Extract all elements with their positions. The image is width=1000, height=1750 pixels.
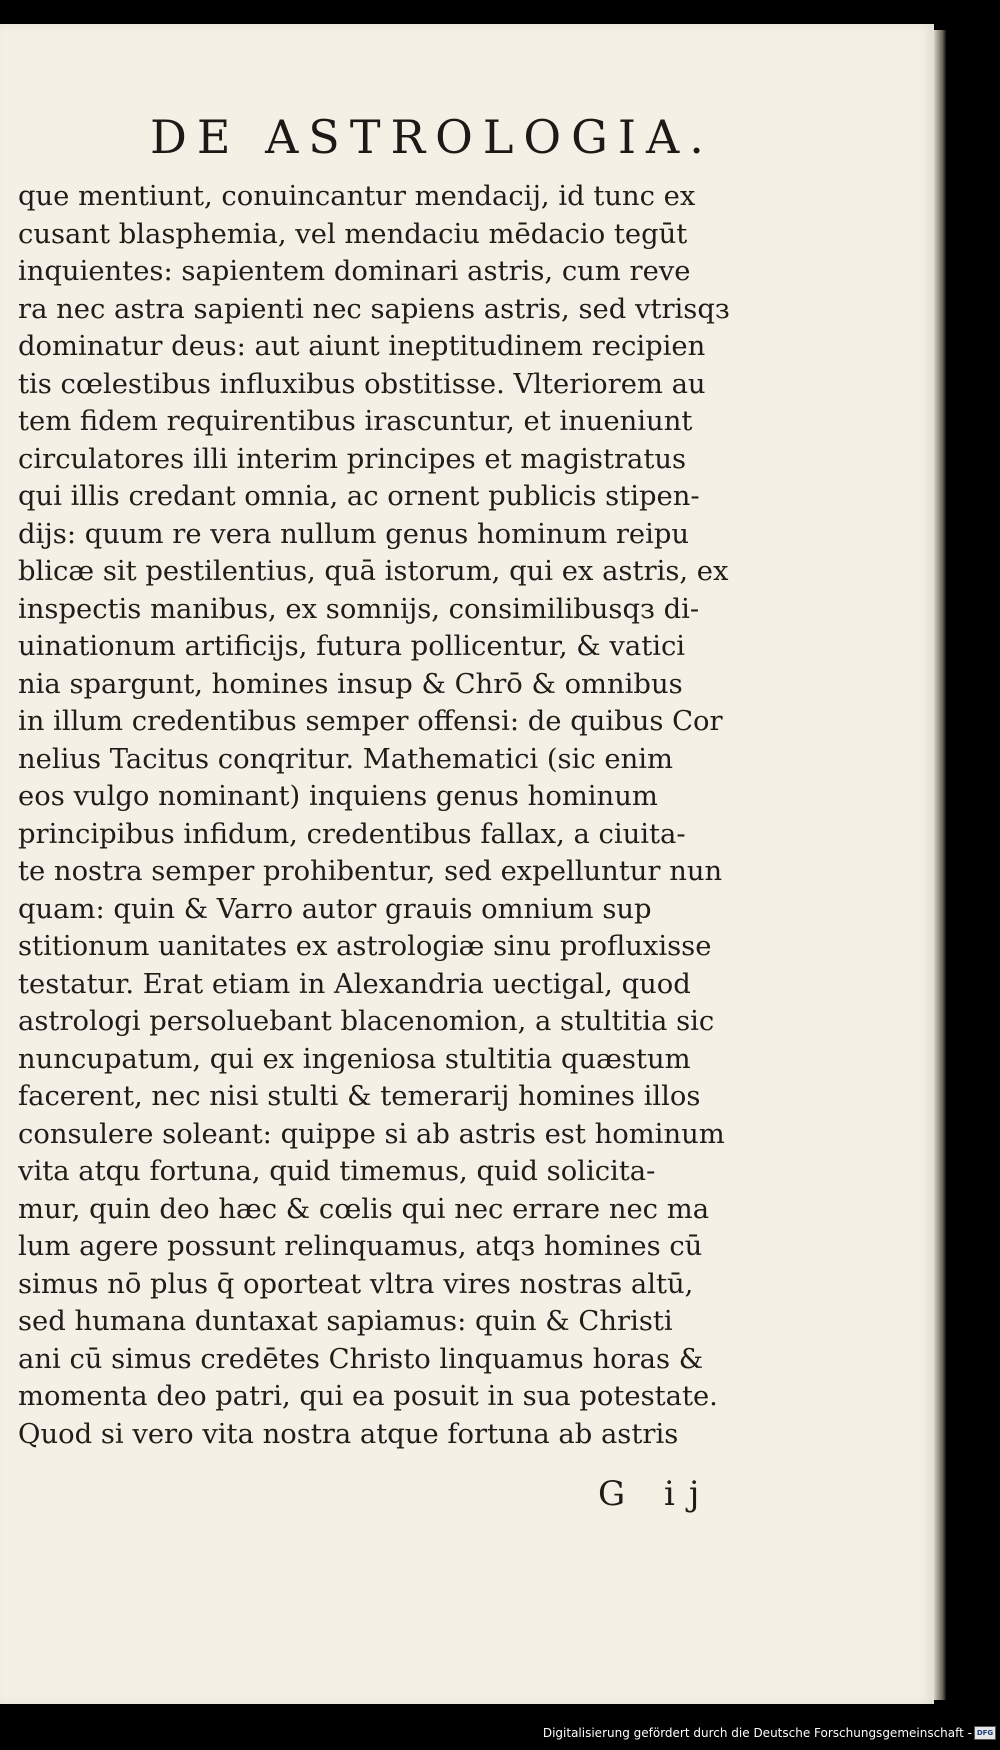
text-line: consulere soleant: quippe si ab astris est hominum [18, 1118, 725, 1150]
text-line: in illum credentibus semper offensi: de quibus Cor [18, 706, 723, 737]
text-line: ra nec astra sapienti nec sapiens astris, sed vtrisqз [18, 293, 730, 325]
text-line: uinationum artificijs, futura pollicentur, & vatici [18, 631, 686, 662]
text-line: inspectis manibus, ex somnijs, consimilibusqз di- [18, 593, 700, 625]
text-line: dominatur deus: aut aiunt ineptitudinem recipien [18, 331, 706, 362]
text-line: eos vulgo nominant) inquiens genus hominum [18, 781, 658, 812]
running-head: DE ASTROLOGIA. [150, 110, 714, 164]
body-text [18, 178, 788, 1453]
text-line: nelius Tacitus conqritur. Mathematici (sic enim [18, 743, 674, 775]
text-line: nuncupatum, qui ex ingeniosa stultitia quæstum [18, 1043, 691, 1075]
dfg-logo-text: DFG [976, 1729, 994, 1737]
text-line: quam: quin & Varro autor grauis omnium sup [18, 893, 652, 925]
text-line: te nostra semper prohibentur, sed expelluntur nun [18, 856, 723, 887]
footer-credit: Digitalisierung gefördert durch die Deutsche Forschungsgemeinschaft - [542, 1726, 972, 1740]
text-line: principibus infidum, credentibus fallax, a ciuita- [18, 818, 686, 850]
page-edge [934, 30, 946, 1700]
text-line: astrologi persoluebant blacenomion, a stultitia sic [18, 1006, 715, 1037]
text-line: circulatores illi interim principes et magistratus [18, 443, 687, 475]
book-page [0, 24, 934, 1704]
text-line: dijs: quum re vera nullum genus hominum reipu [18, 518, 690, 550]
text-line: nia spargunt, homines insup & Chrō & omnibus [18, 668, 683, 700]
text-line: mur, quin deo hæc & cœlis qui nec errare nec ma [18, 1193, 710, 1225]
text-line: blicæ sit pestilentius, quā istorum, qui ex astris, ex [18, 556, 729, 587]
text-line: vita atqu fortuna, quid timemus, quid solicita- [18, 1156, 656, 1187]
text-line: que mentiunt, conuincantur mendacij, id tunc ex [18, 181, 696, 212]
text-line: cusant blasphemia, vel mendaciu mēdacio tegūt [18, 218, 688, 250]
text-line: tem fidem requirentibus irascuntur, et inueniunt [18, 406, 693, 437]
text-line: tis cœlestibus influxibus obstitisse. Vlteriorem au [18, 368, 706, 400]
text-line: inquientes: sapientem dominari astris, cum reve [18, 256, 691, 287]
text-line: stitionum uanitates ex astrologiæ sinu profluxisse [18, 931, 712, 962]
text-line: testatur. Erat etiam in Alexandria uectigal, quod [18, 968, 691, 1000]
signature-mark: G ij [598, 1474, 714, 1514]
dfg-logo-icon [974, 1726, 996, 1740]
text-line: lum agere possunt relinquamus, atqз homines cū [18, 1231, 703, 1262]
footer-bar [0, 1718, 1000, 1750]
text-line: sed humana duntaxat sapiamus: quin & Christi [18, 1306, 673, 1337]
text-line: qui illis credant omnia, ac ornent publicis stipen- [18, 481, 700, 512]
text-line: ani cū simus credētes Christo linquamus horas & [18, 1343, 704, 1375]
text-line: momenta deo patri, qui ea posuit in sua potestate. [18, 1381, 718, 1412]
text-line: simus nō plus q̄ oporteat vltra vires nostras altū, [18, 1268, 694, 1300]
text-line: facerent, nec nisi stulti & temerarij homines illos [18, 1081, 701, 1112]
text-line: Quod si vero vita nostra atque fortuna ab astris [18, 1418, 679, 1450]
